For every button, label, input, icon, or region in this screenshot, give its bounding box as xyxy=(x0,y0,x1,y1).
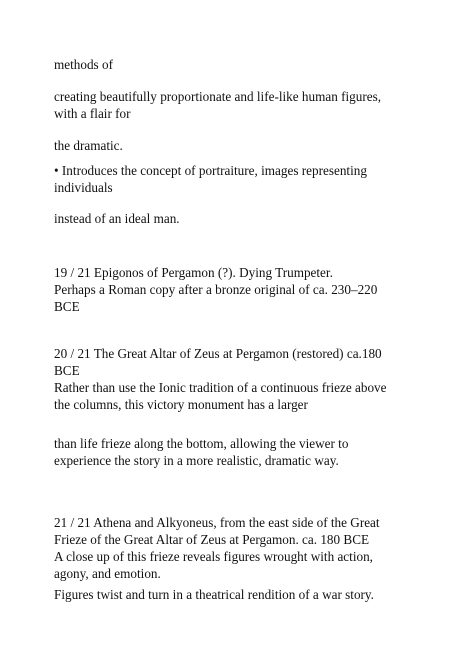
paragraph-creating-figures: creating beautifully proportionate and life-like human figures, with a flair for xyxy=(54,89,382,121)
paragraph-slide-21: 21 / 21 Athena and Alkyoneus, from the east side of the Great Frieze of the Great Altar of Zeus at Pergamon. ca. 180 BCE A close up of this frieze reveals figures wrought with action, agony, and emotion. xyxy=(54,515,380,581)
paragraph-the-dramatic: the dramatic. xyxy=(54,138,123,153)
paragraph-portraiture-bullet: • Introduces the concept of portraiture, images representing individuals xyxy=(54,163,367,195)
paragraph-slide-19: 19 / 21 Epigonos of Pergamon (?). Dying Trumpeter. Perhaps a Roman copy after a bronze original of ca. 230–220 BCE xyxy=(54,265,378,314)
paragraph-figures-twist: Figures twist and turn in a theatrical rendition of a war story. xyxy=(54,587,374,602)
paragraph-slide-20: 20 / 21 The Great Altar of Zeus at Pergamon (restored) ca.180 BCE Rather than use the Ionic tradition of a continuous frieze above the columns, this victory monument has a larger xyxy=(54,346,387,412)
paragraph-life-frieze: than life frieze along the bottom, allowing the viewer to experience the story in a more realistic, dramatic way. xyxy=(54,436,349,468)
paragraph-ideal-man: instead of an ideal man. xyxy=(54,211,180,226)
paragraph-methods-of: methods of xyxy=(54,57,113,72)
